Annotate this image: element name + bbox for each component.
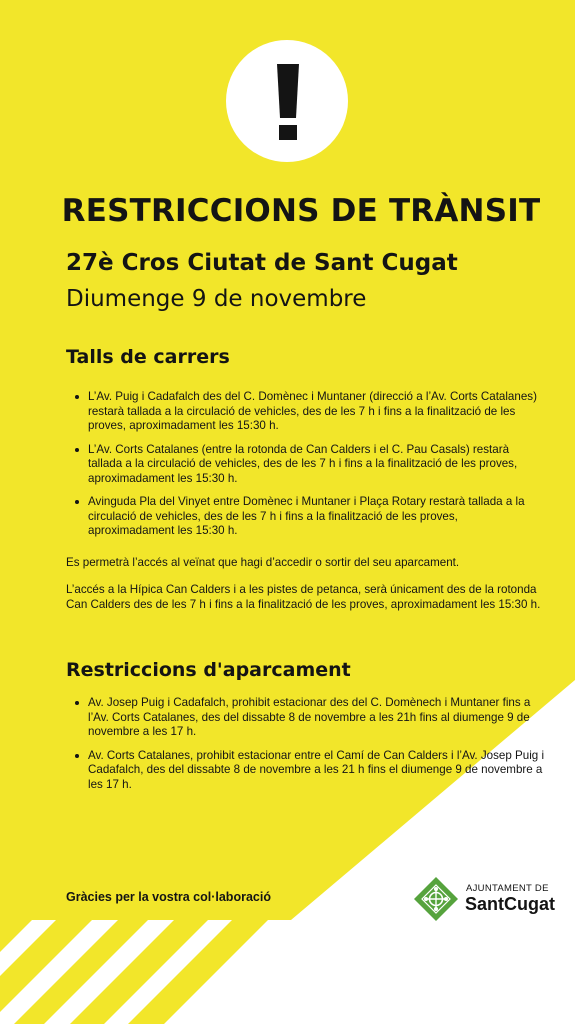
parking-list (66, 696, 546, 801)
list-item: Av. Josep Puig i Cadafalch, prohibit estacionar des del C. Domènech i Muntaner fins a l’Av. Corts Catalanes, des del dissabte 8 de novembre a les 21h fins al diumenge 9 de novembre a les 17 h. (66, 696, 546, 740)
street-closures-list (66, 390, 546, 548)
sant-cugat-logo-icon (414, 877, 458, 921)
list-item: Avinguda Pla del Vinyet entre Domènec i Muntaner i Plaça Rotary restarà tallada a la circulació de vehicles, des de les 7 h i fins a la finalització de les proves, aproximadament les 15:30 h. (66, 495, 546, 539)
parking-heading: Restriccions d'aparcament (66, 659, 351, 681)
event-date: Diumenge 9 de novembre (66, 286, 367, 312)
logo-name: SantCugat (465, 894, 555, 914)
event-name: 27è Cros Ciutat de Sant Cugat (66, 250, 458, 276)
residents-note: Es permetrà l’accés al veïnat que hagi d’accedir o sortir del seu aparcament. (66, 556, 460, 569)
list-item: L’Av. Corts Catalanes (entre la rotonda de Can Calders i el C. Pau Casals) restarà tallada a la circulació de vehicles, des de les 7 h i fins a la finalització de les proves, aproximadament les 15:30 h. (66, 443, 546, 487)
thanks-message: Gràcies per la vostra col·laboració (66, 890, 271, 904)
list-item: L’Av. Puig i Cadafalch des del C. Domènec i Muntaner (direcció a l’Av. Corts Catalanes) restarà tallada a la circulació de vehicles, des de les 7 h i fins a la finalització de les proves, aproximadament les 15:30 h. (66, 390, 546, 434)
logo-caption: AJUNTAMENT DE (466, 883, 549, 894)
street-closures-heading: Talls de carrers (66, 346, 230, 368)
hipica-note: L’accés a la Hípica Can Calders i a les pistes de petanca, serà únicament des de la rotonda Can Calders des de les 7 h i fins a la finalització de les proves, aproximadament les 15:30 h. (66, 583, 541, 611)
exclamation-icon (277, 64, 299, 140)
list-item: Av. Corts Catalanes, prohibit estacionar entre el Camí de Can Calders i l’Av. Josep Puig i Cadafalch, des del dissabte 8 de novembre a les 21 h fins el diumenge 9 de novembre a les 17 h. (66, 749, 546, 793)
page-title: RESTRICCIONS DE TRÀNSIT (61, 193, 541, 229)
